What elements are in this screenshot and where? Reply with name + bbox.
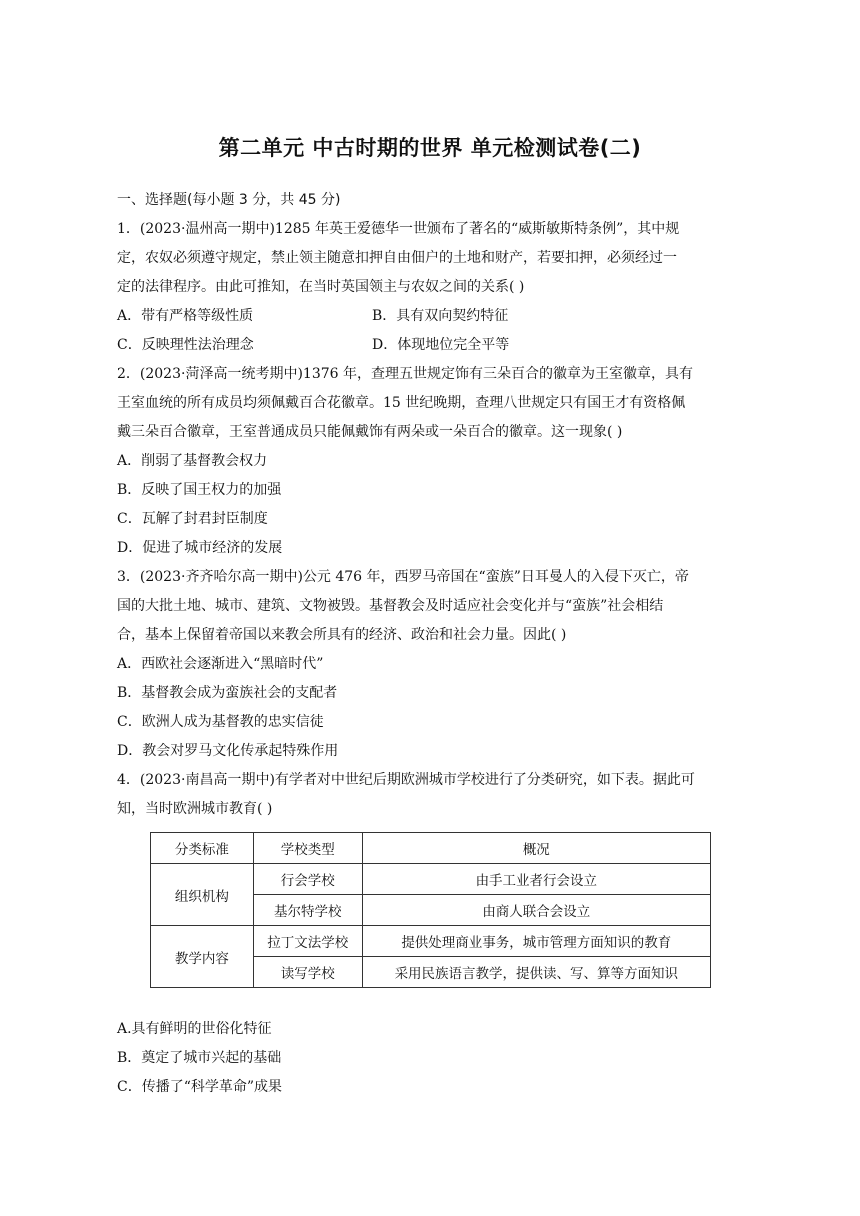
q1-option-d: D．体现地位完全平等 <box>372 337 510 353</box>
table-cell: 读写学校 <box>253 957 362 988</box>
q3-line: 国的大批土地、城市、建筑、文物被毁。基督教会及时适应社会变化并与“蛮族”社会相结 <box>117 598 664 614</box>
q1-line: 定的法律程序。由此可推知，在当时英国领主与农奴之间的关系( ) <box>117 279 525 295</box>
q4-option-c: C．传播了“科学革命”成果 <box>117 1079 283 1095</box>
table-cell: 基尔特学校 <box>253 895 362 926</box>
q4-line: 4．(2023·南昌高一期中)有学者对中世纪后期欧洲城市学校进行了分类研究，如下表。据此可 <box>117 772 695 788</box>
page-title: 第二单元 中古时期的世界 单元检测试卷(二) <box>218 136 642 160</box>
q2-option-c: C．瓦解了封君封臣制度 <box>117 511 268 527</box>
q2-option-a: A．削弱了基督教会权力 <box>117 453 268 469</box>
q3-option-c: C．欧洲人成为基督教的忠实信徒 <box>117 714 324 730</box>
q3-line: 3．(2023·齐齐哈尔高一期中)公元 476 年，西罗马帝国在“蛮族”日耳曼人的入侵下灭亡，帝 <box>117 569 689 585</box>
q3-option-a: A．西欧社会逐渐进入“黑暗时代” <box>117 656 324 672</box>
q2-option-b: B．反映了国王权力的加强 <box>117 482 282 498</box>
q2-line: 戴三朵百合徽章，王室普通成员只能佩戴饰有两朵或一朵百合的徽章。这一现象( ) <box>117 424 623 440</box>
q4-line: 知，当时欧洲城市教育( ) <box>117 801 273 817</box>
table-cell: 行会学校 <box>253 864 362 895</box>
table-header-row <box>151 833 711 864</box>
q1-line: 1．(2023·温州高一期中)1285 年英王爱德华一世颁布了著名的“威斯敏斯特条例”，其中规 <box>117 221 680 237</box>
table-cell: 由手工业者行会设立 <box>362 864 710 895</box>
table-cell: 由商人联合会设立 <box>362 895 710 926</box>
q2-line: 2．(2023·菏泽高一统考期中)1376 年，查理五世规定饰有三朵百合的徽章为王室徽章，具有 <box>117 366 693 382</box>
table-cell: 提供处理商业事务，城市管理方面知识的教育 <box>362 926 710 957</box>
table-cell: 采用民族语言教学，提供读、写、算等方面知识 <box>362 957 710 988</box>
q3-option-d: D．教会对罗马文化传承起特殊作用 <box>117 743 339 759</box>
q3-line: 合，基本上保留着帝国以来教会所具有的经济、政治和社会力量。因此( ) <box>117 627 567 643</box>
q4-option-b: B．奠定了城市兴起的基础 <box>117 1050 282 1066</box>
q2-line: 王室血统的所有成员均须佩戴百合花徽章。15 世纪晚期，查理八世规定只有国王才有资格佩 <box>117 395 686 411</box>
table-row <box>151 864 711 895</box>
q2-option-d: D．促进了城市经济的发展 <box>117 540 283 556</box>
table-group-cell: 教学内容 <box>151 926 254 988</box>
table-header-cell: 概况 <box>362 833 710 864</box>
table-header-cell: 分类标准 <box>151 833 254 864</box>
school-classification-table <box>150 832 711 988</box>
q1-line: 定，农奴必须遵守规定，禁止领主随意扣押自由佃户的土地和财产，若要扣押，必须经过一 <box>117 250 677 266</box>
q4-option-a: A.具有鲜明的世俗化特征 <box>117 1021 272 1037</box>
table-group-cell: 组织机构 <box>151 864 254 926</box>
q1-option-a: A．带有严格等级性质 <box>117 308 254 324</box>
q3-option-b: B．基督教会成为蛮族社会的支配者 <box>117 685 338 701</box>
table-header-cell: 学校类型 <box>253 833 362 864</box>
section-heading: 一、选择题(每小题 3 分，共 45 分) <box>117 192 341 208</box>
table-row <box>151 926 711 957</box>
table-cell: 拉丁文法学校 <box>253 926 362 957</box>
q1-option-c: C．反映理性法治理念 <box>117 337 254 353</box>
q1-option-b: B．具有双向契约特征 <box>372 308 509 324</box>
